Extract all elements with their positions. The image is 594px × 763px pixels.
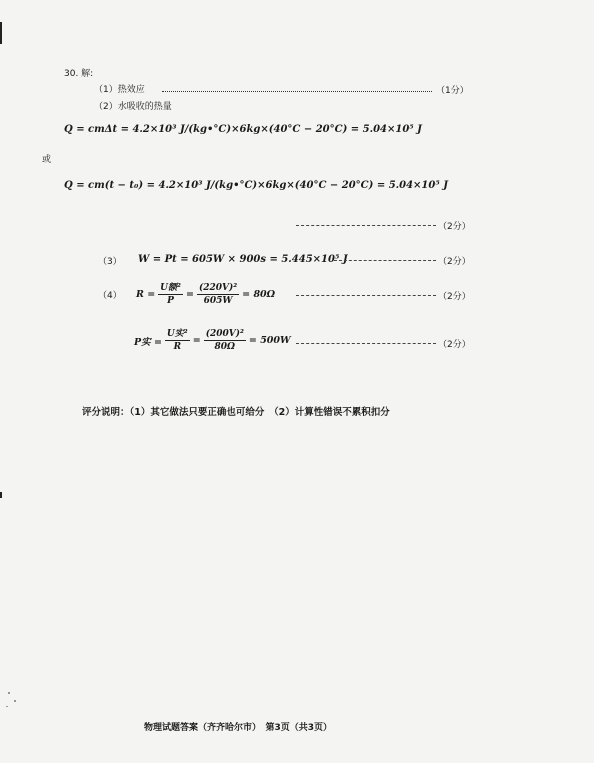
- fraction-denominator: R: [173, 342, 182, 352]
- scan-edge-mark: [0, 22, 2, 44]
- part2-equation-1: Q = cmΔt = 4.2×10³ J/(kg•°C)×6kg×(40°C − 20°C) = 5.04×10⁵ J: [64, 124, 422, 135]
- part4-score-1: （2分）: [438, 292, 471, 302]
- fraction-numerator: (220V)²: [198, 283, 238, 293]
- part4-leader-dash-1: [296, 295, 436, 296]
- fraction-denominator: P: [167, 296, 174, 306]
- fraction-denominator: 80Ω: [214, 342, 236, 352]
- part2-score: （2分）: [438, 222, 471, 232]
- part4-score-2: （2分）: [438, 340, 471, 350]
- power-fraction-numeric: [204, 328, 246, 353]
- scan-edge-mark: [0, 492, 2, 498]
- power-result: = 500W: [248, 335, 291, 346]
- part4-resistance-formula: [136, 282, 275, 307]
- part2-equation-2: Q = cm(t − t₀) = 4.2×10³ J/(kg•°C)×6kg×(40°C − 20°C) = 5.04×10⁵ J: [64, 180, 448, 191]
- part4-power-formula: [134, 328, 291, 353]
- fraction-numerator: U实²: [166, 329, 188, 339]
- equals-sign: =: [192, 335, 201, 346]
- resistance-fraction-symbolic: [158, 282, 183, 307]
- scan-speck: [6, 706, 8, 707]
- fraction-numerator: U额²: [160, 283, 181, 293]
- page-footer: 物理试题答案（齐齐哈尔市） 第3页（共3页）: [144, 723, 333, 733]
- scan-speck: [8, 692, 10, 694]
- part3-score: （2分）: [438, 257, 471, 267]
- part3-equation: W = Pt = 605W × 900s = 5.445×10⁵ J: [138, 254, 348, 265]
- part2-or: 或: [42, 155, 52, 165]
- resistance-fraction-numeric: [197, 282, 239, 307]
- part1-score: （1分）: [436, 86, 469, 96]
- power-lhs: P实 =: [134, 336, 162, 348]
- fraction-denominator: 605W: [203, 296, 233, 306]
- fraction-numerator: (200V)²: [205, 329, 244, 339]
- resistance-lhs: R =: [136, 289, 156, 300]
- part2-leader-dash: [296, 225, 436, 226]
- power-fraction-symbolic: [165, 328, 190, 353]
- resistance-result: = 80Ω: [242, 289, 276, 300]
- scan-speck: [14, 700, 16, 702]
- part1-label: （1）热效应: [94, 85, 145, 95]
- equals-sign: =: [185, 289, 194, 300]
- part3-leader-dash: [334, 260, 436, 261]
- part1-leader-dots: [162, 91, 432, 92]
- part2-label: （2）水吸收的热量: [94, 102, 172, 112]
- part4-label: （4）: [98, 291, 122, 301]
- question-number: 30. 解:: [64, 69, 94, 79]
- part3-label: （3）: [98, 257, 122, 267]
- grading-note: 评分说明：（1）其它做法只要正确也可给分 （2）计算性错误不累积扣分: [82, 407, 390, 418]
- part4-leader-dash-2: [296, 343, 436, 344]
